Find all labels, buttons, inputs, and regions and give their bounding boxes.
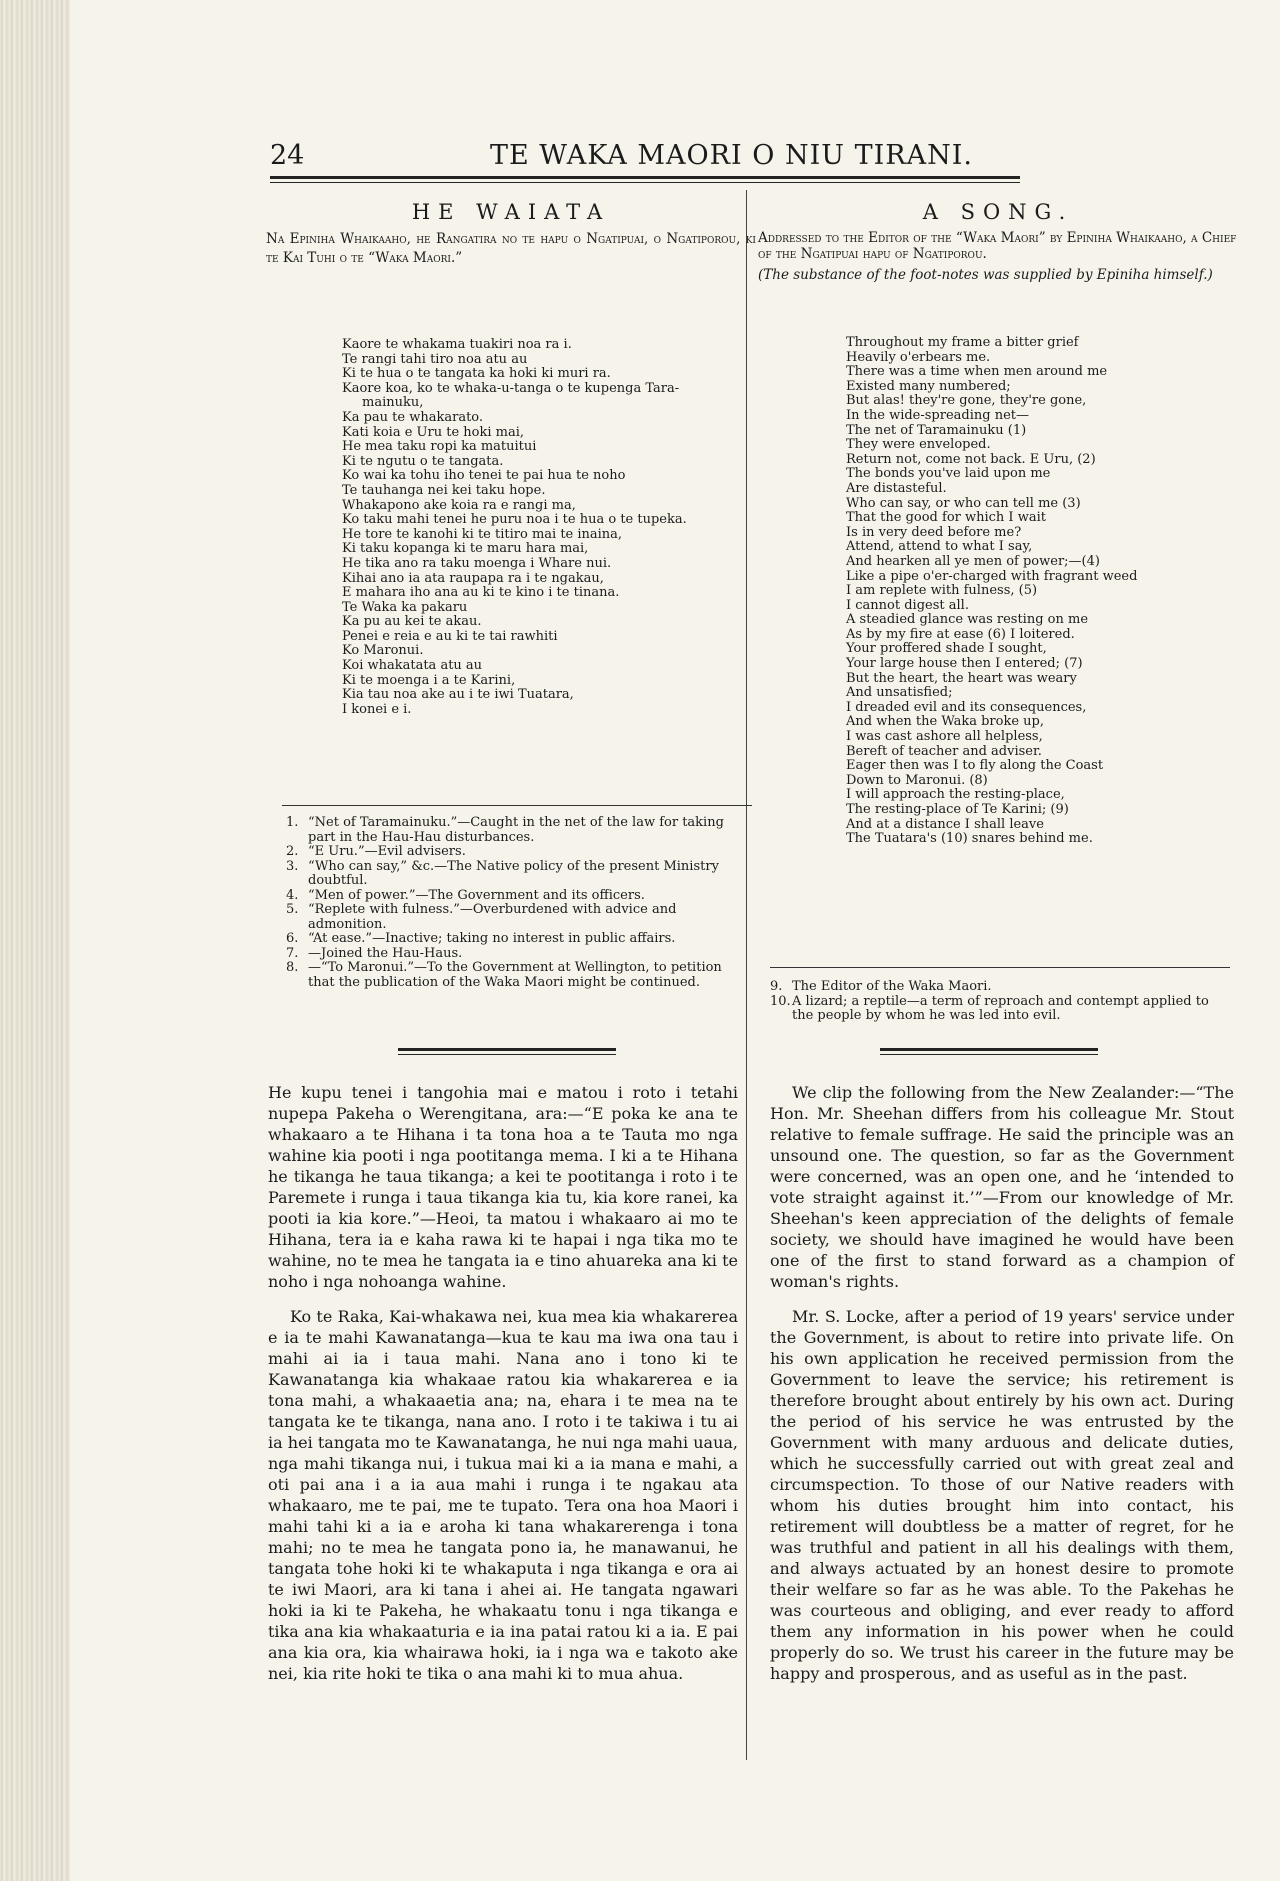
verse-line: Kaore koa, ko te whaka-u-tanga o te kupenga Tara- (342, 380, 680, 396)
maori-article-locke: Ko te Raka, Kai-whakawa nei, kua mea kia whakarerea e ia te mahi Kawanatanga—kua te kau ma iwa ona tau i mahi ai ia i taua mahi. Nana ano i tono ki te Kawanatanga kia whakaae ratou kia whakarerea e ia tona mahi, a whakaaetia ana; na, ehara i te mea na te tangata ke te tikanga, nana ano. I roto i te takiwa i tu ai ia hei tangata mo te Kawanatanga, he nui nga mahi uaua, nga mahi tikanga nui, i tukua mai ki a ia mana e mahi, a oti pai ana i a ia aua mahi i runga i te ngakau ata whakaaro, me te pai, me te tupato. Tera ona hoa Maori i mahi tahi ki a ia e aroha ki tana whakarerenga i tona mahi; no te mea he tangata pono ia, he manawanui, he tangata tohe hoki ki te whakaputa i nga tikanga e ora ai te iwi Maori, ara ki tana i ahei ai. He tangata ngawari hoki ia ki te Pakeha, he whakaatu tonu i nga tikanga e tika ana kia whakaaturia e ia ina patai ratou ki a ia. E pai ana kia ora, kia whairawa hoki, ia i nga wa e takoto ake nei, kia rite hoki te tika o ana mahi ki to mua ahua. (268, 1307, 738, 1683)
footnote-number: 7. (286, 945, 299, 961)
section-divider-right-thin (880, 1054, 1098, 1055)
verse-line: Attend, attend to what I say, (846, 539, 1033, 555)
verse-line: That the good for which I wait (846, 510, 1046, 526)
footnote-text: “Who can say,” &c.—The Native policy of the present Ministry doubtful. (308, 858, 719, 888)
footnote (770, 995, 1232, 1024)
maori-song-intro: Na Epiniha Whaikaaho, he Rangatira no te hapu o Ngatipuai, o Ngatiporou, ki te Kai Tuhi o te “Waka Maori.” (266, 231, 756, 266)
verse-line: Ko Maronui. (342, 643, 424, 659)
verse-line: The resting-place of Te Karini; (9) (846, 802, 1069, 817)
verse-line: Ka pau te whakarato. (342, 409, 484, 425)
verse-line: Te rangi tahi tiro noa atu au (342, 351, 528, 367)
english-article-column (770, 1082, 1234, 1684)
footnote-number: 2. (286, 844, 299, 859)
english-song-section (758, 200, 1238, 283)
verse-line: Return not, come not back. E Uru, (2) (846, 451, 1096, 467)
verse-line: He tika ano ra taku moenga i Whare nui. (342, 555, 612, 571)
verse-line: Whakapono ake koia ra e rangi ma, (342, 497, 576, 513)
verse-line: Ki te hua o te tangata ka hoki ki muri ra. (342, 366, 611, 382)
verse-line: But the heart, the heart was weary (846, 670, 1077, 686)
maori-article-column (268, 1082, 738, 1684)
footnote (770, 980, 1232, 995)
section-divider-right (880, 1048, 1098, 1051)
verse-line: Bereft of teacher and adviser. (846, 743, 1042, 759)
verse-line: I konei e i. (342, 701, 412, 717)
footnote-text: “Replete with fulness.”—Overburdened with advice and admonition. (308, 902, 677, 932)
maori-song-footnotes (286, 816, 752, 990)
verse-line: Heavily o'erbears me. (846, 349, 991, 365)
verse-line: Kia tau noa ake au i te iwi Tuatara, (342, 687, 574, 703)
verse-line: I will approach the resting-place, (846, 787, 1065, 803)
maori-article-suffrage: He kupu tenei i tangohia mai e matou i roto i tetahi nupepa Pakeha o Werengitana, ara:—“E poka ke ana te whakaaro a te Hihana i ta tona hoa a te Tauta mo nga wahine kia pooti i nga pootitanga mema. I ki a te Hihana he tikanga he taua tikanga; a kei te pootitanga i roto i te Paremete i runga i taua tikanga kia tu, kia kore ranei, ka pooti ia kia kore.”—Heoi, ta matou i whakaaro ai mo te Hihana, tera ia e kaha rawa ki te hapai i nga tika mo te wahine, no te mea he tangata ia e tino ahuareka ana ki te noho i nga nohoanga wahine. (268, 1083, 738, 1291)
verse-line: They were enveloped. (846, 437, 991, 453)
footnote (286, 816, 752, 845)
footnote-number: 6. (286, 931, 299, 946)
verse-line: Who can say, or who can tell me (3) (846, 495, 1081, 511)
verse-line: I dreaded evil and its consequences, (846, 699, 1087, 715)
maori-song-section (266, 200, 756, 268)
english-song-verse (846, 336, 1236, 847)
footnote-text: “At ease.”—Inactive; taking no interest in public affairs. (308, 931, 676, 946)
verse-line: Is in very deed before me? (846, 524, 1022, 540)
verse-line: I was cast ashore all helpless, (846, 729, 1043, 745)
footnote (286, 932, 752, 947)
page-binding-edge (0, 0, 70, 1881)
verse-line: He tore te kanohi ki te titiro mai te inaina, (342, 526, 623, 542)
header-rule (270, 176, 1020, 179)
verse-line: And unsatisfied; (846, 685, 953, 701)
verse-line: Ka pu au kei te akau. (342, 614, 482, 630)
verse-line: And at a distance I shall leave (846, 816, 1044, 832)
footnote-text: —Joined the Hau-Haus. (308, 945, 463, 961)
verse-line: mainuku, (362, 395, 424, 411)
verse-line: Koi whakatata atu au (342, 658, 483, 674)
verse-line: The net of Taramainuku (1) (846, 422, 1027, 438)
footnote-number: 5. (286, 902, 299, 917)
verse-line: As by my fire at ease (6) I loitered. (846, 626, 1075, 642)
verse-line: Ko wai ka tohu iho tenei te pai hua te noho (342, 468, 626, 484)
verse-line: A steadied glance was resting on me (846, 612, 1089, 628)
footnote (286, 845, 752, 860)
footnote-text: —“To Maronui.”—To the Government at Wellington, to petition that the publication of the Waka Maori might be continued. (308, 960, 722, 990)
verse-line: Eager then was I to fly along the Coast (846, 758, 1104, 774)
footnote-text: “E Uru.”—Evil advisers. (308, 844, 466, 859)
footnote (286, 903, 752, 932)
footnote-number: 4. (286, 887, 299, 903)
maori-song-verse (342, 338, 752, 717)
verse-line: Kati koia e Uru te hoki mai, (342, 424, 525, 440)
header-rule-thin (270, 182, 1020, 183)
english-song-note: (The substance of the foot-notes was supplied by Epiniha himself.) (758, 267, 1213, 283)
verse-line: Kihai ano ia ata raupapa ra i te ngakau, (342, 570, 604, 586)
english-song-title: A SONG. (922, 200, 1074, 224)
footnote (286, 860, 752, 889)
verse-line: Down to Maronui. (8) (846, 772, 988, 788)
english-article-locke: Mr. S. Locke, after a period of 19 years' service under the Government, is about to retire into private life. On his own application he received permission from the Government to leave the service; his retirement is therefore brought about entirely by his own act. During the period of his service he was entrusted by the Government with many arduous and delicate duties, which he successfully carried out with great zeal and circumspection. To those of our Native readers with whom his duties brought him into contact, his retirement will doubtless be a matter of regret, for he was truthful and patient in all his dealings with them, and always actuated by an honest desire to promote their welfare so far as he was able. To the Pakehas he was courteous and obliging, and ever ready to afford them any information in his power when he could properly do so. We trust his career in the future may be happy and prosperous, and as useful as in the past. (770, 1307, 1234, 1683)
footnote-text: “Net of Taramainuku.”—Caught in the net of the law for taking part in the Hau-Hau disturbances. (308, 815, 724, 845)
footnote (286, 961, 752, 990)
footnote-text: The Editor of the Waka Maori. (792, 979, 992, 994)
verse-line: There was a time when men around me (846, 364, 1108, 380)
verse-line: Like a pipe o'er-charged with fragrant weed (846, 568, 1138, 584)
verse-line: The bonds you've laid upon me (846, 466, 1051, 482)
verse-line: But alas! they're gone, they're gone, (846, 393, 1087, 409)
verse-line: He mea taku ropi ka matuitui (342, 439, 537, 455)
verse-line: Penei e reia e au ki te tai rawhiti (342, 628, 558, 644)
verse-line: I cannot digest all. (846, 597, 969, 613)
verse-line: In the wide-spreading net— (846, 407, 1030, 423)
footnote-number: 1. (286, 815, 299, 830)
verse-line: And hearken all ye men of power;—(4) (846, 553, 1100, 569)
footnote-text: A lizard; a reptile—a term of reproach and contempt applied to the people by whom he was led into evil. (792, 993, 1209, 1023)
footnote-rule-left (282, 805, 752, 806)
footnote-number: 9. (770, 979, 783, 994)
verse-line: Ki taku kopanga ki te maru hara mai, (342, 541, 589, 557)
verse-line: Te tauhanga nei kei taku hope. (342, 482, 546, 498)
verse-line: Ki te ngutu o te tangata. (342, 453, 504, 469)
verse-line: The Tuatara's (10) snares behind me. (846, 831, 1093, 847)
verse-line: Ko taku mahi tenei he puru noa i te hua o te tupeka. (342, 512, 687, 528)
verse-line: And when the Waka broke up, (846, 714, 1044, 730)
verse-line: Throughout my frame a bitter grief (846, 335, 1079, 350)
verse-line: Your large house then I entered; (7) (846, 656, 1083, 672)
english-article-suffrage: We clip the following from the New Zealander:—“The Hon. Mr. Sheehan differs from his colleague Mr. Stout relative to female suffrage. He said the principle was an unsound one. The question, so far as the Government were concerned, was an open one, and he ‘intended to vote straight against it.’”—From our knowledge of Mr. Sheehan's keen appreciation of the delights of female society, we should have imagined he would have been one of the first to stand forward as a champion of woman's rights. (770, 1083, 1234, 1291)
footnote-rule-right (770, 967, 1230, 968)
footnote-number: 10. (770, 993, 791, 1009)
verse-line: Kaore te whakama tuakiri noa ra i. (342, 337, 572, 352)
verse-line: Existed many numbered; (846, 378, 1011, 394)
footnote (286, 889, 752, 904)
maori-song-title: HE WAIATA (411, 200, 611, 224)
section-divider-left-thin (398, 1054, 616, 1055)
verse-line: Ki te moenga i a te Karini, (342, 672, 516, 688)
verse-line: E mahara iho ana au ki te kino i te tinana. (342, 585, 620, 601)
verse-line: Te Waka ka pakaru (342, 599, 468, 615)
footnote-text: “Men of power.”—The Government and its officers. (308, 887, 645, 903)
section-divider-left (398, 1048, 616, 1051)
verse-line: I am replete with fulness, (5) (846, 583, 1038, 599)
page-number: 24 (270, 140, 305, 171)
verse-line: Are distasteful. (846, 480, 947, 496)
english-song-footnotes (770, 980, 1232, 1024)
footnote-number: 8. (286, 960, 299, 975)
newspaper-title: TE WAKA MAORI O NIU TIRANI. (490, 140, 973, 171)
footnote-number: 3. (286, 858, 299, 874)
english-song-intro: Addressed to the Editor of the “Waka Maori” by Epiniha Whaikaaho, a Chief of the Ngatipuai hapu of Ngatiporou. (758, 230, 1237, 262)
footnote (286, 947, 752, 962)
verse-line: Your proffered shade I sought, (846, 641, 1047, 657)
